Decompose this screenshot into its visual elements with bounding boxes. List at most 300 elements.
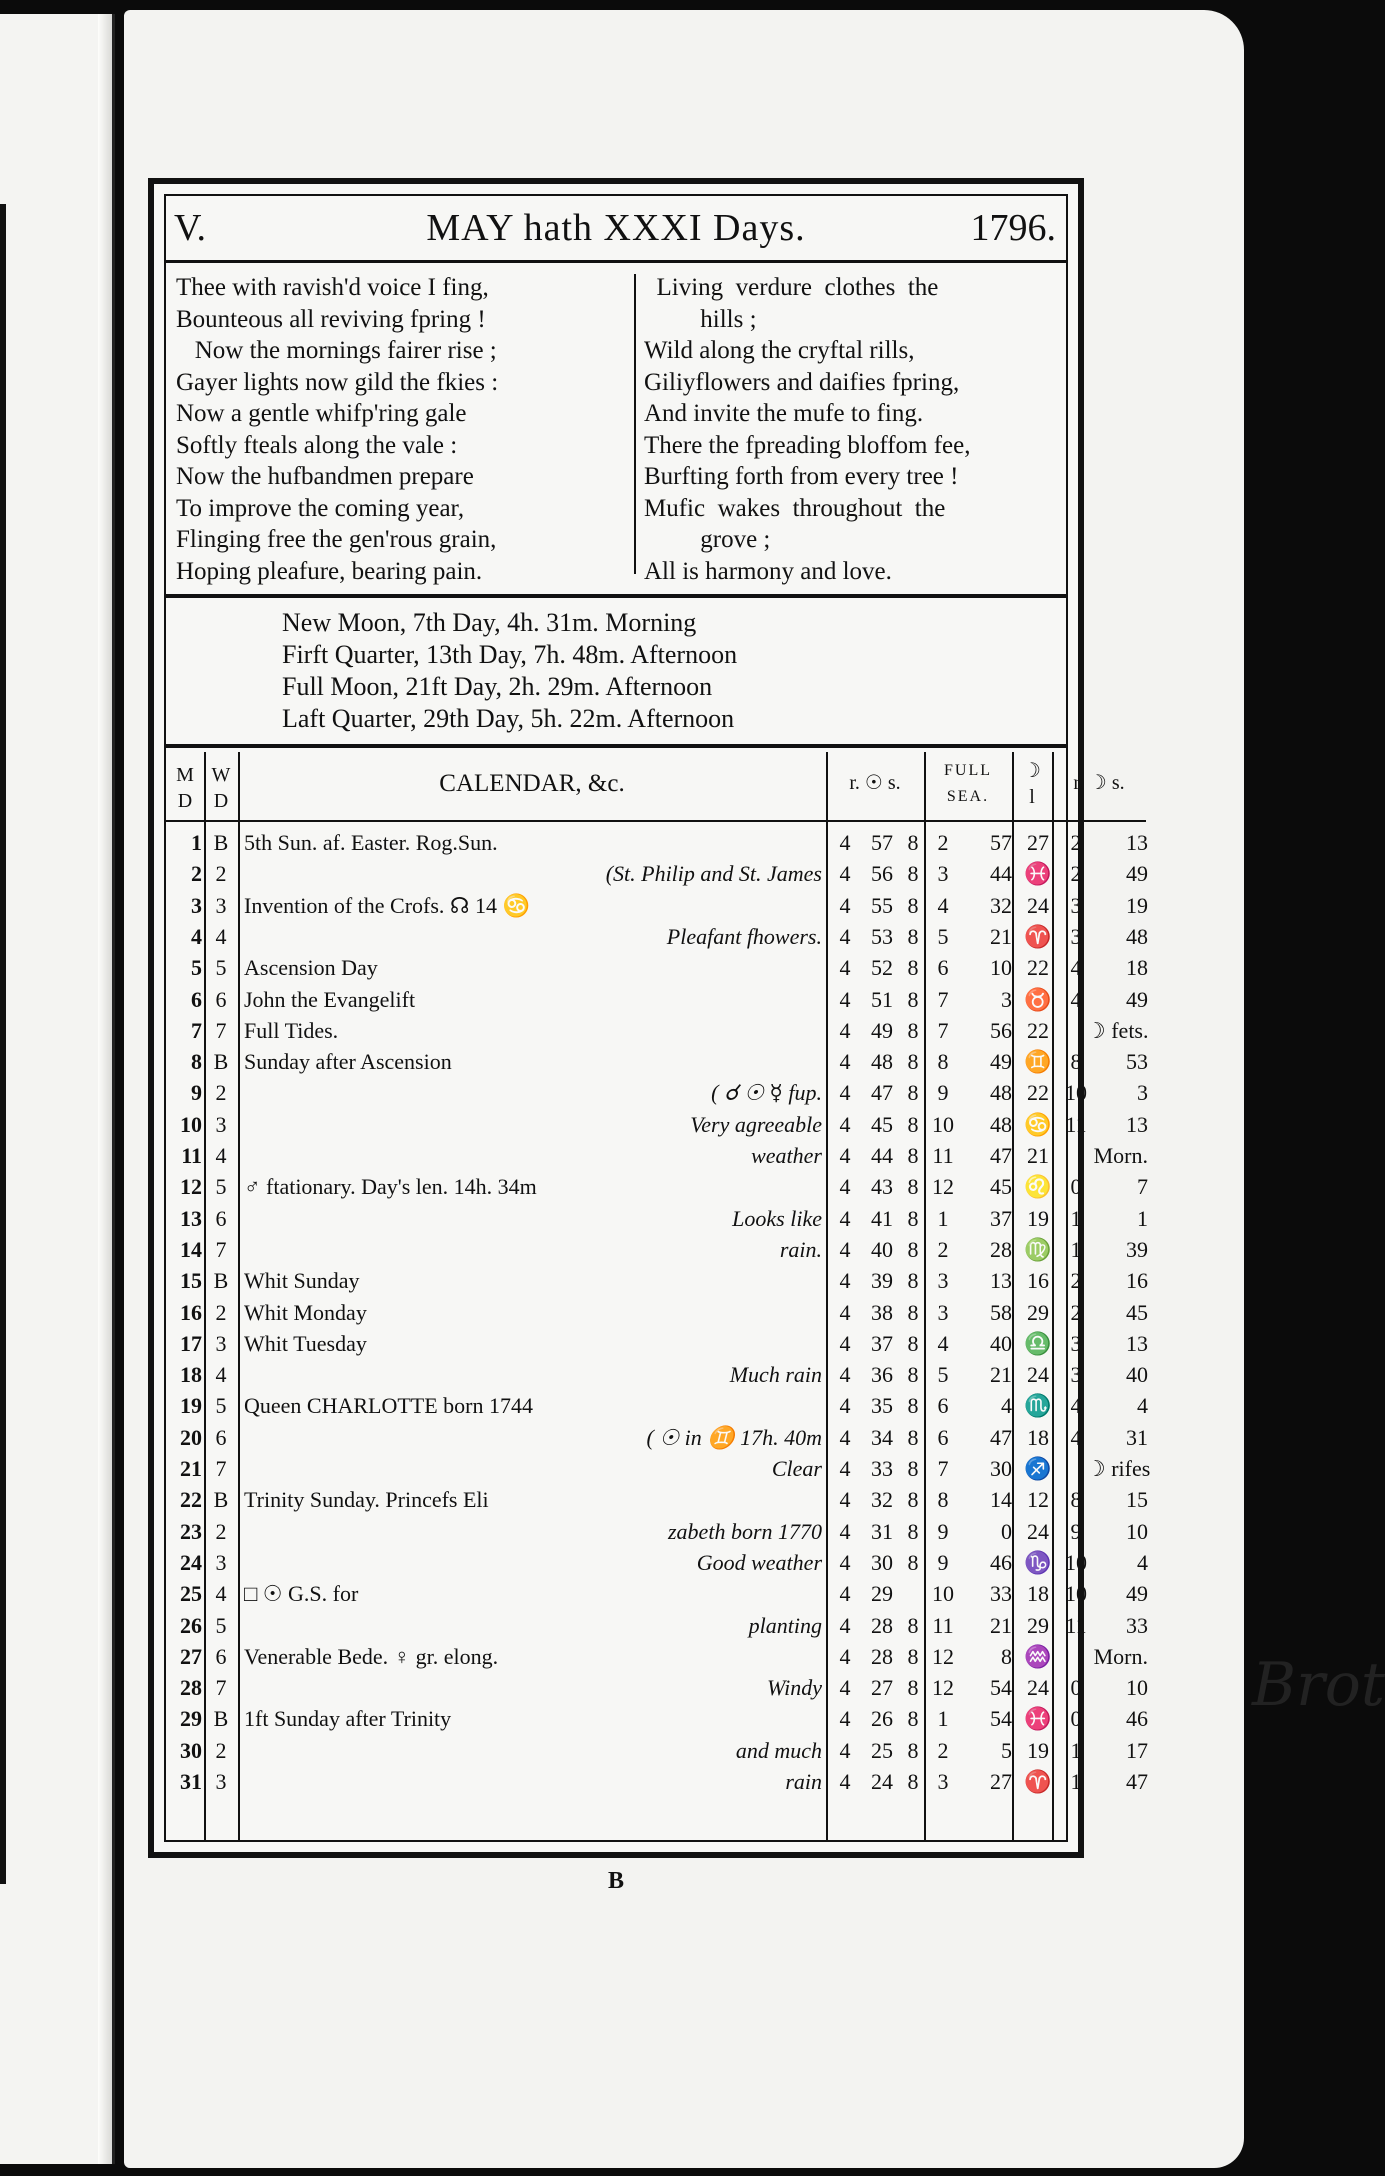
sunset-hour: 8 [907, 1362, 919, 1388]
month-day: 24 [180, 1549, 202, 1575]
week-day: B [213, 830, 229, 855]
full-sea-minute: 48 [990, 1111, 1012, 1137]
poem-right-column [644, 272, 1080, 587]
phase-first-quarter: Firft Quarter, 13th Day, 7h. 48m. Afternoon [282, 640, 738, 669]
full-sea-minute: 5 [1001, 1737, 1012, 1763]
moon-place: 27 [1027, 830, 1049, 855]
full-sea-minute: 46 [990, 1549, 1012, 1575]
moon-minute: 40 [1126, 1362, 1148, 1388]
moon-minute: 16 [1126, 1268, 1148, 1294]
moon-place: 22 [1027, 1080, 1049, 1106]
moon-minute: 4 [1137, 1549, 1148, 1575]
sunrise-hour: 4 [839, 861, 851, 887]
moon-hour: 3 [1070, 1330, 1082, 1356]
signature-mark: B [607, 1868, 624, 1894]
week-day: 6 [215, 1643, 227, 1669]
sunrise-hour: 4 [839, 955, 851, 981]
full-sea-hour: 3 [937, 1268, 949, 1294]
full-sea-hour: 7 [937, 986, 949, 1012]
week-day: 6 [215, 1205, 227, 1231]
moon-minute: 49 [1126, 1581, 1148, 1607]
month-day: 29 [180, 1706, 202, 1732]
moon-place: 16 [1027, 1268, 1049, 1294]
sunrise-minute: 45 [871, 1111, 893, 1137]
full-sea-minute: 13 [990, 1268, 1012, 1294]
sunset-hour: 8 [907, 1080, 919, 1106]
event: Ascension Day [244, 955, 378, 981]
poem-line: All is harmony and love. [644, 557, 892, 585]
calendar-row [166, 1047, 1148, 1078]
week-day: 5 [215, 955, 227, 981]
full-sea-hour: 11 [932, 1612, 954, 1638]
month-day: 11 [181, 1143, 202, 1168]
poem-line: There the fpreading bloffom fee, [644, 431, 971, 459]
moon-minute: 3 [1137, 1080, 1148, 1106]
event: Good weather [696, 1549, 822, 1575]
week-day: B [213, 1268, 229, 1294]
week-day: 2 [215, 1518, 227, 1544]
moon-place: 19 [1027, 1737, 1049, 1763]
full-sea-hour: 1 [937, 1205, 949, 1231]
moon-phases [166, 600, 1066, 748]
calendar-row [166, 1548, 1148, 1579]
full-sea-hour: 3 [937, 861, 949, 887]
sunrise-minute: 57 [871, 830, 893, 855]
sunrise-hour: 4 [839, 1205, 851, 1231]
sunrise-hour: 4 [839, 1111, 851, 1137]
full-sea-minute: 57 [990, 830, 1012, 855]
poem-line: Bounteous all reviving fpring ! [176, 305, 486, 333]
moon-hour: 10 [1065, 1080, 1087, 1106]
col-header-moon-sign: ☽ l [1012, 752, 1052, 822]
poem-line: grove ; [644, 526, 771, 553]
event: Windy [767, 1675, 822, 1701]
sunrise-minute: 41 [871, 1205, 893, 1231]
calendar-row [166, 922, 1148, 953]
full-sea-minute: 8 [1001, 1643, 1012, 1669]
month-day: 19 [180, 1393, 202, 1419]
sunrise-hour: 4 [839, 1393, 851, 1419]
sunrise-hour: 4 [839, 1049, 851, 1075]
year: 1796. [970, 207, 1056, 249]
sunset-hour: 8 [907, 1299, 919, 1325]
moon-minute: 4 [1137, 1393, 1148, 1419]
sunrise-minute: 31 [871, 1518, 893, 1544]
sunrise-hour: 4 [839, 1330, 851, 1356]
event: ♂ ftationary. Day's len. 14h. 34m [244, 1174, 537, 1200]
week-day: 3 [215, 1111, 227, 1137]
phase-new-moon: New Moon, 7th Day, 4h. 31m. Morning [282, 608, 697, 637]
poem [166, 264, 1066, 598]
moon-place: 18 [1027, 1581, 1049, 1607]
calendar-row [166, 1579, 1148, 1610]
moon-hour: 11 [1065, 1612, 1087, 1638]
event: Looks like [732, 1205, 822, 1231]
month-day: 10 [180, 1111, 202, 1137]
month-day: 13 [180, 1205, 202, 1231]
sunrise-minute: 49 [871, 1017, 893, 1043]
sunrise-minute: 53 [871, 923, 893, 949]
sunrise-minute: 44 [871, 1143, 893, 1168]
poem-line: Softly fteals along the vale : [176, 431, 458, 459]
month-day: 1 [191, 830, 202, 855]
moon-hour: 2 [1070, 830, 1082, 855]
moon-hour: 4 [1070, 955, 1082, 981]
week-day: 2 [215, 861, 227, 887]
sunrise-minute: 30 [871, 1549, 893, 1575]
event: Much rain [729, 1362, 822, 1388]
col-header-month-day: M D [166, 752, 204, 822]
moon-place: ♐ [1024, 1456, 1052, 1481]
sunset-hour: 8 [907, 1424, 919, 1450]
sunrise-hour: 4 [839, 1174, 851, 1200]
moon-hour: 8 [1070, 1487, 1082, 1513]
full-sea-hour: 5 [937, 1362, 949, 1388]
sunrise-minute: 39 [871, 1268, 893, 1294]
calendar-row [166, 1423, 1148, 1454]
month-day: 5 [191, 955, 202, 981]
ink-edge [0, 204, 6, 1884]
sunrise-minute: 29 [871, 1581, 893, 1607]
moon-place: ♈ [1024, 1769, 1052, 1794]
event: rain. [779, 1236, 822, 1262]
col-header-calendar: CALENDAR, &c. [238, 752, 826, 822]
moon-minute: 17 [1126, 1737, 1148, 1763]
frame-inner [164, 194, 1151, 1842]
sunrise-minute: 35 [871, 1393, 893, 1419]
calendar-row [166, 1391, 1148, 1422]
sunset-hour: 8 [907, 1330, 919, 1356]
moon-place: 29 [1027, 1612, 1049, 1638]
event: rain [785, 1769, 822, 1794]
full-sea-hour: 4 [937, 892, 949, 918]
sunset-hour: 8 [907, 1049, 919, 1075]
full-sea-minute: 54 [990, 1675, 1012, 1701]
sunset-hour: 8 [907, 955, 919, 981]
week-day: 7 [215, 1236, 227, 1262]
moon-minute: 13 [1126, 830, 1148, 855]
month-day: 6 [191, 986, 202, 1012]
calendar-row [166, 1298, 1148, 1329]
event: ( ☉ in ♊ 17h. 40m [646, 1424, 822, 1450]
moon-place: ♒ [1024, 1643, 1052, 1669]
full-sea-hour: 3 [937, 1769, 949, 1794]
sunrise-hour: 4 [839, 1017, 851, 1043]
moon-hour: 11 [1065, 1111, 1087, 1137]
moon-hour: 1 [1070, 1737, 1082, 1763]
sunrise-minute: 24 [871, 1769, 893, 1794]
sunset-hour: 8 [907, 1518, 919, 1544]
sunrise-hour: 4 [839, 1487, 851, 1513]
month-title: MAY hath XXXI Days. [426, 207, 806, 249]
week-day: 2 [215, 1080, 227, 1106]
moon-hour: 0 [1070, 1675, 1082, 1701]
month-day: 14 [180, 1236, 202, 1262]
sunset-hour: 8 [907, 1737, 919, 1763]
full-sea-minute: 44 [990, 861, 1012, 887]
full-sea-hour: 6 [937, 955, 949, 981]
week-day: 4 [215, 1143, 227, 1168]
sunrise-hour: 4 [839, 1518, 851, 1544]
sunset-hour: 8 [907, 861, 919, 887]
full-sea-hour: 9 [937, 1518, 949, 1544]
calendar-row [166, 1235, 1148, 1266]
full-sea-hour: 2 [937, 1737, 949, 1763]
full-sea-hour: 10 [932, 1581, 954, 1607]
sunrise-minute: 52 [871, 955, 893, 981]
full-sea-hour: 3 [937, 1299, 949, 1325]
sunrise-minute: 28 [871, 1612, 893, 1638]
moon-place: 24 [1027, 892, 1049, 918]
moon-place: ♑ [1024, 1549, 1052, 1575]
previous-leaf [0, 14, 115, 2164]
sunset-hour: 8 [907, 1643, 919, 1669]
sunset-hour: 8 [907, 986, 919, 1012]
moon-hour: 3 [1070, 1362, 1082, 1388]
full-sea-hour: 2 [937, 1236, 949, 1262]
event: and much [735, 1737, 822, 1763]
poem-line: Burfting forth from every tree ! [644, 463, 959, 490]
moon-place: ♍ [1024, 1236, 1052, 1262]
moon-minute: Morn. [1093, 1143, 1148, 1168]
calendar-row [166, 828, 1148, 859]
event: Whit Monday [244, 1299, 367, 1325]
poem-line: Mufic wakes throughout the [644, 494, 946, 522]
month-day: 4 [191, 923, 202, 949]
month-header [166, 196, 1066, 263]
calendar-row [166, 1360, 1148, 1391]
handwritten-margin-note: Brot [1252, 1650, 1385, 1720]
poem-line: Thee with ravish'd voice I fing, [176, 274, 489, 301]
moon-minute: 49 [1126, 861, 1148, 887]
event: Sunday after Ascension [244, 1049, 452, 1075]
calendar-row [166, 1266, 1148, 1297]
full-sea-hour: 9 [937, 1080, 949, 1106]
week-day: 5 [215, 1612, 227, 1638]
col-header-sun: r. ☉ s. [826, 752, 924, 822]
full-sea-hour: 12 [932, 1174, 954, 1200]
moon-minute: 10 [1126, 1518, 1148, 1544]
moon-minute: 53 [1126, 1049, 1148, 1075]
week-day: 2 [215, 1299, 227, 1325]
sunset-hour: 8 [907, 923, 919, 949]
full-sea-hour: 7 [937, 1456, 949, 1481]
moon-place: 29 [1027, 1299, 1049, 1325]
full-sea-minute: 56 [990, 1017, 1012, 1043]
full-sea-hour: 12 [932, 1675, 954, 1701]
full-sea-minute: 40 [990, 1330, 1012, 1356]
calendar-row [166, 1141, 1148, 1172]
moon-minute: 7 [1137, 1174, 1148, 1200]
full-sea-minute: 10 [990, 955, 1012, 981]
col-header-week-day: W D [204, 752, 238, 822]
event: weather [751, 1143, 822, 1168]
event: ( ☌ ☉ ☿ fup. [711, 1080, 822, 1106]
event: 1ft Sunday after Trinity [244, 1706, 452, 1732]
moon-hour: 3 [1070, 923, 1082, 949]
phase-last-quarter: Laft Quarter, 29th Day, 5h. 22m. Afternoon [282, 704, 735, 733]
sunset-hour: 8 [907, 1017, 919, 1043]
moon-place: ♉ [1024, 986, 1052, 1012]
full-sea-hour: 2 [937, 830, 949, 855]
moon-minute: 19 [1126, 892, 1148, 918]
sunset-hour: 8 [907, 892, 919, 918]
full-sea-minute: 45 [990, 1174, 1012, 1200]
poem-line: Wild along the cryftal rills, [644, 337, 915, 364]
poem-line: Gayer lights now gild the fkies : [176, 368, 499, 396]
full-sea-minute: 37 [990, 1205, 1012, 1231]
sunrise-minute: 36 [871, 1362, 893, 1388]
moon-hour: 0 [1070, 1174, 1082, 1200]
moon-minute: 15 [1126, 1487, 1148, 1513]
poem-line: Now the hufbandmen prepare [176, 463, 474, 490]
month-day: 18 [180, 1362, 202, 1388]
moon-place: ♌ [1024, 1174, 1052, 1200]
sunset-hour: 8 [907, 1143, 919, 1168]
moon-minute: 33 [1126, 1612, 1148, 1638]
sunrise-minute: 51 [871, 986, 893, 1012]
sunset-hour: 8 [907, 1268, 919, 1294]
event: (St. Philip and St. James [605, 861, 822, 887]
week-day: 4 [215, 1581, 227, 1607]
calendar-row [166, 1110, 1148, 1141]
month-day: 17 [180, 1330, 202, 1356]
moon-hour: 10 [1065, 1549, 1087, 1575]
spine-shadow [98, 14, 112, 2164]
poem-line: Hoping pleafure, bearing pain. [176, 557, 483, 585]
week-day: 2 [215, 1737, 227, 1763]
calendar-row [166, 1517, 1148, 1548]
moon-place: ♋ [1024, 1111, 1052, 1137]
poem-line: And invite the mufe to fing. [644, 400, 924, 427]
full-sea-minute: 30 [990, 1456, 1012, 1481]
poem-line: Flinging free the gen'rous grain, [176, 526, 497, 553]
full-sea-minute: 47 [990, 1143, 1012, 1168]
poem-line: Giliyflowers and daifies fpring, [644, 368, 960, 396]
calendar-row [166, 1673, 1148, 1704]
moon-minute: 46 [1126, 1706, 1148, 1732]
sunrise-minute: 32 [871, 1487, 893, 1513]
full-sea-minute: 54 [990, 1706, 1012, 1732]
moon-hour: 2 [1070, 1268, 1082, 1294]
calendar-row [166, 1485, 1148, 1516]
month-day: 31 [180, 1769, 202, 1794]
moon-hour: 1 [1070, 1769, 1082, 1794]
sunset-hour: 8 [907, 1612, 919, 1638]
full-sea-hour: 6 [937, 1424, 949, 1450]
full-sea-minute: 0 [1001, 1518, 1012, 1544]
moon-minute: 18 [1126, 955, 1148, 981]
moon-place: 12 [1027, 1487, 1049, 1513]
full-sea-minute: 48 [990, 1080, 1012, 1106]
sunrise-hour: 4 [839, 1706, 851, 1732]
sunset-hour: 8 [907, 1393, 919, 1419]
event: Whit Sunday [244, 1268, 360, 1294]
moon-minute: ☽ fets. [1086, 1017, 1149, 1043]
full-sea-hour: 9 [937, 1549, 949, 1575]
week-day: 4 [215, 1362, 227, 1388]
sunrise-minute: 56 [871, 861, 893, 887]
week-day: B [213, 1706, 229, 1732]
sunrise-hour: 4 [839, 1737, 851, 1763]
col-header-moon: r. ☽ s. [1052, 752, 1146, 822]
full-sea-minute: 47 [990, 1424, 1012, 1450]
sunrise-hour: 4 [839, 986, 851, 1012]
sunrise-hour: 4 [839, 1675, 851, 1701]
poem-left-column [176, 272, 631, 587]
poem-line: Now a gentle whifp'ring gale [176, 400, 467, 427]
calendar-row [166, 953, 1148, 984]
month-day: 30 [180, 1737, 202, 1763]
sunrise-hour: 4 [839, 830, 851, 855]
event: 5th Sun. af. Easter. Rog.Sun. [244, 830, 498, 855]
sunrise-minute: 34 [871, 1424, 893, 1450]
sunrise-hour: 4 [839, 1549, 851, 1575]
month-day: 9 [191, 1080, 202, 1106]
moon-hour: 10 [1065, 1581, 1087, 1607]
poem-divider [634, 274, 636, 574]
full-sea-minute: 14 [990, 1487, 1012, 1513]
full-sea-hour: 12 [932, 1643, 954, 1669]
event: planting [748, 1612, 822, 1638]
sunset-hour: 8 [907, 1549, 919, 1575]
month-day: 27 [180, 1643, 202, 1669]
calendar-row [166, 1454, 1151, 1485]
poem-line: Living verdure clothes the [644, 274, 939, 301]
sunrise-minute: 37 [871, 1330, 893, 1356]
moon-place: 22 [1027, 955, 1049, 981]
sunrise-minute: 33 [871, 1456, 893, 1481]
full-sea-hour: 8 [937, 1487, 949, 1513]
week-day: 3 [215, 1549, 227, 1575]
moon-hour: 1 [1070, 1236, 1082, 1262]
moon-place: ♓ [1024, 1706, 1052, 1732]
moon-place: 24 [1027, 1362, 1049, 1388]
sunset-hour: 8 [907, 1174, 919, 1200]
full-sea-minute: 4 [1001, 1393, 1012, 1419]
sunrise-hour: 4 [839, 1612, 851, 1638]
sunrise-hour: 4 [839, 923, 851, 949]
moon-hour: 8 [1070, 1049, 1082, 1075]
sunrise-hour: 4 [839, 1268, 851, 1294]
calendar-frame [148, 178, 1151, 1858]
event: □ ☉ G.S. for [244, 1581, 359, 1607]
full-sea-minute: 28 [990, 1236, 1012, 1262]
sunrise-hour: 4 [839, 1236, 851, 1262]
moon-hour: 4 [1070, 1424, 1082, 1450]
col-header-full-sea: FULL SEA. [924, 752, 1012, 822]
full-sea-hour: 6 [937, 1393, 949, 1419]
full-sea-minute: 21 [990, 1362, 1012, 1388]
sunrise-minute: 27 [871, 1675, 893, 1701]
moon-place: 22 [1027, 1017, 1049, 1043]
sunrise-minute: 38 [871, 1299, 893, 1325]
week-day: 6 [215, 986, 227, 1012]
full-sea-hour: 1 [937, 1706, 949, 1732]
full-sea-hour: 4 [937, 1330, 949, 1356]
event: Queen CHARLOTTE born 1744 [244, 1393, 534, 1419]
moon-hour: 0 [1070, 1706, 1082, 1732]
moon-place: 18 [1027, 1424, 1049, 1450]
moon-hour: 3 [1070, 892, 1082, 918]
calendar-row [166, 1611, 1148, 1642]
month-day: 15 [180, 1268, 202, 1294]
calendar-row [166, 1736, 1148, 1767]
moon-minute: 1 [1137, 1205, 1148, 1231]
full-sea-hour: 7 [937, 1017, 949, 1043]
month-day: 3 [191, 892, 202, 918]
calendar-row [166, 891, 1148, 922]
